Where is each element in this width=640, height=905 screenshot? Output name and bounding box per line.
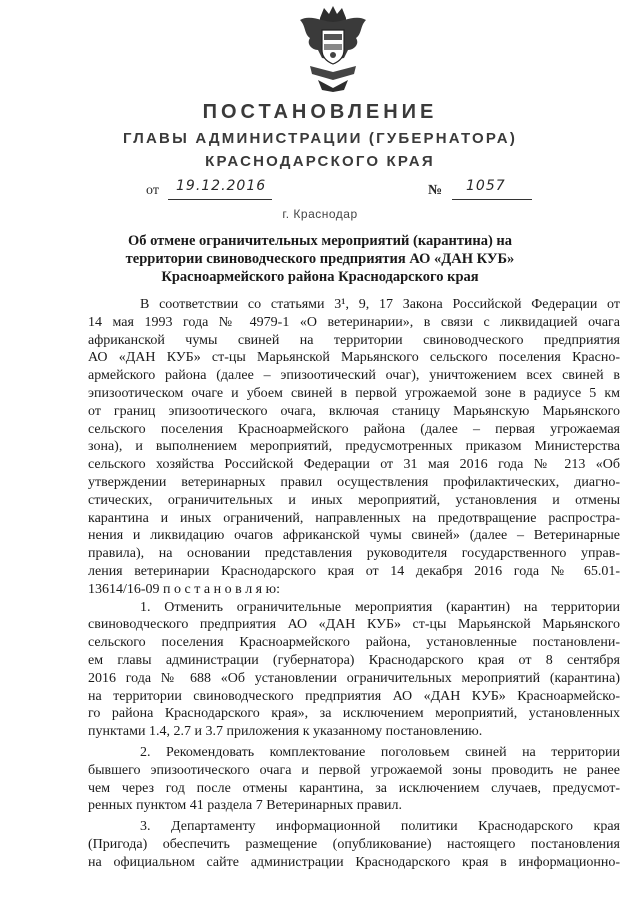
body-text-line: правила), на основании представления руководителя государственного управ- (88, 546, 620, 562)
issuer-heading: ГЛАВЫ АДМИНИСТРАЦИИ (ГУБЕРНАТОРА) (122, 130, 518, 147)
body-text-line: 13614/16-09 п о с т а н о в л я ю: (88, 581, 280, 597)
coat-of-arms-emblem (296, 4, 370, 92)
region-heading: КРАСНОДАРСКОГО КРАЯ (205, 153, 435, 170)
body-text-line: африканской чумы свиней на территории свиноводческого предприятия (88, 332, 620, 348)
number-label: № (428, 183, 443, 198)
body-text-line: АО «ДАН КУБ» ст-цы Марьянской Марьянского сельского поселения Красно- (88, 350, 620, 366)
city-label: г. Краснодар (282, 207, 358, 221)
body-text-line: на территории свиноводческого предприятия АО «ДАН КУБ» Красноармейско- (88, 688, 620, 704)
body-text-line: пунктами 1.4, 2.7 и 3.7 приложения к указанному постановлению. (88, 724, 483, 740)
body-text-line: зона), и выполнением мероприятий, предусмотренных приказом Министерства (88, 439, 620, 455)
body-text-line: го района Краснодарского края», за исключением мероприятий, установленных (88, 706, 620, 722)
body-text-line: ренных пунктом 41 раздела 7 Ветеринарных правил. (88, 798, 403, 814)
date-underline (168, 199, 272, 200)
body-text-line: армейского района (далее – эпизоотический очаг), уничтожением всех свиней в (88, 368, 620, 384)
date-label: от (146, 183, 159, 198)
body-text-line: свиноводческого предприятия АО «ДАН КУБ» ст-цы Марьянской Марьянского (88, 617, 620, 633)
body-text-line: сельского поселения Красноармейского района, установленные постановлени- (88, 635, 620, 651)
body-text-line: эпизоотическом очаге и убоем свиней в первой угрожаемой зоне в радиусе 5 км (88, 386, 620, 401)
body-text-line: В соответствии со статьями 3¹, 9, 17 Закона Российской Федерации от (140, 297, 620, 312)
body-text-line: ления ветеринарии Краснодарского края от 14 декабря 2016 года № 65.01- (88, 564, 620, 579)
doc-title-line: Красноармейского района Краснодарского края (161, 269, 479, 285)
body-text-line: бывшего эпизоотического очага и первой угрожаемой зоны проводить не ранее (88, 762, 620, 778)
doc-title-line: территории свиноводческого предприятия АО «ДАН КУБ» (125, 251, 515, 267)
date-value: 19.12.2016 (176, 178, 267, 194)
body-text-line: 2. Рекомендовать комплектование поголовьем свиней на территории (140, 745, 620, 760)
body-text-line: нения и ликвидацию очагов африканской чумы свиней» (далее – Ветеринарные (88, 528, 620, 544)
body-text-line: 3. Департаменту информационной политики Краснодарского края (140, 819, 620, 835)
body-text-line: 2016 года № 688 «Об установлении ограничительных мероприятий (карантина) (88, 670, 620, 686)
body-text-line: ем главы администрации (губернатора) Краснодарского края от 8 сентября (88, 653, 620, 668)
body-text-line: от границ эпизоотического очага, включая станицу Марьянскую Марьянского (88, 403, 620, 419)
body-text-line: карантина и иных ограничений, направленных на предотвращение распростра- (88, 510, 620, 526)
body-text-line: 14 мая 1993 года № 4979-1 «О ветеринарии», в связи с ликвидацией очага (88, 314, 620, 330)
number-value: 1057 (466, 178, 506, 194)
body-text-line: утверждении ветеринарных правил осуществления профилактических, диагно- (88, 475, 620, 490)
body-text-line: на официальном сайте администрации Краснодарского края в информационно- (88, 854, 620, 870)
body-text-line: сельского хозяйства Российской Федерации от 31 мая 2016 года № 213 «Об (88, 457, 620, 473)
body-text-line: сельского поселения Красноармейского района (далее – первая угрожаемая (88, 421, 620, 437)
document-type-heading: ПОСТАНОВЛЕНИЕ (202, 101, 438, 123)
doc-title-line: Об отмене ограничительных мероприятий (карантина) на (127, 233, 513, 249)
body-text-line: 1. Отменить ограничительные мероприятия (карантин) на территории (140, 599, 620, 615)
number-underline (452, 199, 532, 200)
body-text-line: (Пригода) обеспечить размещение (опубликование) настоящего постановления (88, 837, 620, 852)
body-text-line: стических, ограничительных и иных мероприятий, установления и отмены (88, 492, 620, 508)
body-text-line: чем через год после отмены карантина, за исключением случаев, предусмот- (88, 780, 620, 796)
